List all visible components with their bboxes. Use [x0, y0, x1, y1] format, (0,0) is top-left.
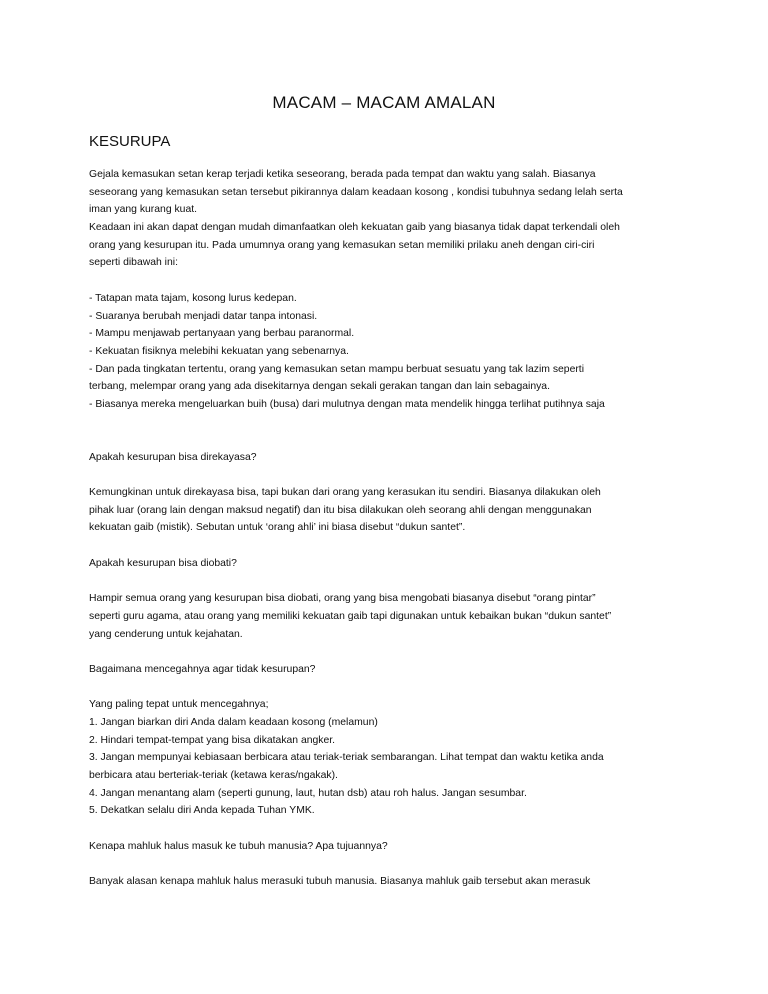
document-title: MACAM – MACAM AMALAN: [272, 93, 496, 112]
list-item: - Dan pada tingkatan tertentu, orang yang kemasukan setan mampu berbuat sesuatu yang tak lazim seperti: [89, 363, 585, 375]
list-item: - Tatapan mata tajam, kosong lurus kedepan.: [89, 292, 297, 304]
question-heading: Apakah kesurupan bisa direkayasa?: [89, 451, 257, 463]
list-item: - Kekuatan fisiknya melebihi kekuatan yang sebenarnya.: [89, 345, 349, 357]
list-item: 1. Jangan biarkan diri Anda dalam keadaan kosong (melamun): [89, 716, 378, 728]
text-line: Banyak alasan kenapa mahluk halus merasuki tubuh manusia. Biasanya mahluk gaib tersebut akan merasuk: [89, 876, 591, 888]
document-body: [89, 166, 689, 891]
text-line: yang cenderung untuk kejahatan.: [89, 628, 243, 640]
text-line: Kemungkinan untuk direkayasa bisa, tapi bukan dari orang yang kerasukan itu sendiri. Biasanya dilakukan oleh: [89, 487, 601, 498]
text-line: seperti dibawah ini:: [89, 257, 178, 269]
prevention-list: [89, 696, 689, 820]
text-line: kekuatan gaib (mistik). Sebutan untuk ‘orang ahli’ ini biasa disebut “dukun santet”.: [89, 522, 466, 534]
answer-paragraph: [89, 484, 689, 537]
question-heading: Apakah kesurupan bisa diobati?: [89, 557, 237, 569]
list-item: 3. Jangan mempunyai kebiasaan berbicara atau teriak-teriak sembarangan. Lihat tempat dan waktu ketika anda: [89, 752, 604, 764]
answer-paragraph: [89, 590, 689, 643]
list-item: - Suaranya berubah menjadi datar tanpa intonasi.: [89, 310, 318, 322]
list-item: 2. Hindari tempat-tempat yang bisa dikatakan angker.: [89, 734, 336, 746]
text-line: orang yang kesurupan itu. Pada umumnya orang yang kemasukan setan memiliki prilaku aneh dengan ciri-ciri: [89, 239, 595, 251]
list-item: 5. Dekatkan selalu diri Anda kepada Tuhan YMK.: [89, 805, 315, 817]
text-line: pihak luar (orang lain dengan maksud negatif) dan itu bisa dilakukan oleh seorang ahli dengan menggunakan: [89, 504, 592, 516]
list-item: - Mampu menjawab pertanyaan yang berbau paranormal.: [89, 328, 355, 340]
text-line: iman yang kurang kuat.: [89, 204, 198, 216]
question-heading: Kenapa mahluk halus masuk ke tubuh manusia? Apa tujuannya?: [89, 840, 388, 852]
list-item: - Biasanya mereka mengeluarkan buih (busa) dari mulutnya dengan mata mendelik hingga terlihat putihnya saja: [89, 398, 605, 410]
paragraph-gejala: [89, 166, 689, 272]
list-item: terbang, melempar orang yang ada disekitarnya dengan sekali gerakan tangan dan lain sebagainya.: [89, 381, 550, 393]
text-line: seperti guru agama, atau orang yang memiliki kekuatan gaib tapi digunakan untuk kebaikan bukan “dukun santet”: [89, 610, 612, 622]
symptom-list: [89, 290, 689, 414]
text-line: Gejala kemasukan setan kerap terjadi ketika seseorang, berada pada tempat dan waktu yang salah. Biasanya: [89, 169, 596, 180]
answer-paragraph: [89, 873, 689, 891]
section-title: KESURUPA: [89, 133, 171, 150]
list-item: berbicara atau berteriak-teriak (ketawa keras/ngakak).: [89, 770, 338, 781]
text-line: Keadaan ini akan dapat dengan mudah dimanfaatkan oleh kekuatan gaib yang biasanya tidak dapat terkendali oleh: [89, 222, 620, 234]
list-item: 4. Jangan menantang alam (seperti gunung, laut, hutan dsb) atau roh halus. Jangan sesumbar.: [89, 787, 527, 799]
text-line: seseorang yang kemasukan setan tersebut pikirannya dalam keadaan kosong , kondisi tubuhnya sedang lelah serta: [89, 186, 623, 198]
question-heading: Bagaimana mencegahnya agar tidak kesurupan?: [89, 663, 316, 675]
text-line: Yang paling tepat untuk mencegahnya;: [89, 699, 269, 711]
text-line: Hampir semua orang yang kesurupan bisa diobati, orang yang bisa mengobati biasanya disebut “orang pintar”: [89, 593, 596, 605]
